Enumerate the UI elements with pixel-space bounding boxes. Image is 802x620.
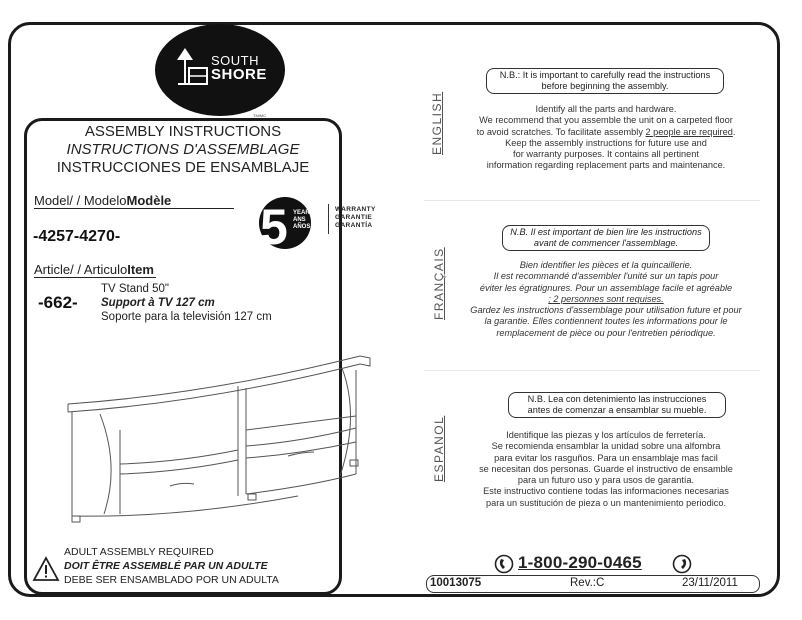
five-year-icon — [257, 196, 317, 250]
document-number: 10013075 — [430, 577, 482, 589]
warranty-years-fr: ANS — [293, 217, 306, 223]
nb-english-line2: before beginning the assembly. — [541, 81, 669, 91]
nb-box-spanish — [508, 392, 726, 418]
model-label — [34, 193, 171, 208]
desc-en: TV Stand 50" — [101, 283, 170, 295]
warranty-es: GARANTÍA — [335, 222, 373, 229]
item-underline — [34, 277, 156, 278]
logo-name-top: SOUTH — [211, 53, 259, 68]
title-fr: INSTRUCTIONS D'ASSEMBLAGE — [66, 141, 300, 158]
lang-label-french: FRANÇAIS — [432, 247, 446, 320]
french-p2: Il est recommandé d'assembler l'unité sur un tapis pour — [493, 271, 719, 282]
revision: Rev.:C — [570, 577, 605, 589]
phone-icon-right — [672, 554, 692, 574]
item-label — [34, 262, 154, 277]
lang-label-english: ENGLISH — [430, 91, 444, 155]
warning-triangle-icon — [32, 556, 60, 582]
nb-spanish-line1: N.B. Lea con detenimiento las instrucciones — [527, 394, 707, 404]
spanish-p5: para un futuro uso y para usos de garantía. — [517, 475, 695, 486]
model-underline — [34, 208, 234, 209]
assembly-titles — [24, 123, 342, 177]
model-label-bold: Modèle — [126, 193, 172, 208]
document-date: 23/11/2011 — [682, 577, 738, 589]
nb-french-line1: N.B. Il est important de bien lire les instructions — [510, 227, 702, 237]
english-p6: information regarding replacement parts and maintenance. — [486, 160, 726, 171]
english-p4: Keep the assembly instructions for future use and — [505, 137, 707, 148]
logo-name-bottom: SHORE — [211, 66, 267, 83]
warranty-years-number: 5 — [260, 199, 288, 250]
phone-row — [494, 553, 694, 575]
french-p6: la garantie. Elles contiennent toutes les informations pour le — [484, 316, 728, 327]
adult-es: DEBE SER ENSAMBLADO POR UN ADULTA — [64, 574, 279, 586]
item-label-plain: Article/ / Articulo — [34, 262, 128, 277]
english-paragraph — [436, 104, 776, 172]
french-p4: ; 2 personnes sont requises. — [548, 293, 664, 304]
english-p3 — [436, 127, 776, 138]
french-p1: Bien identifier les pièces et la quincaillerie. — [519, 260, 693, 270]
section-divider-1 — [424, 200, 760, 201]
spanish-p6: Este instructivo contiene todas las informaciones necesarias — [483, 486, 729, 497]
english-p3b: 2 people are required — [645, 126, 733, 137]
english-p5: for warranty purposes. It contains all pertinent — [513, 149, 699, 160]
nb-box-french — [502, 225, 710, 251]
french-p5: Gardez les instructions d'assemblage pour utilisation future et pour — [470, 305, 742, 316]
warranty-years-en: YEARS — [293, 210, 314, 216]
english-p3c: . — [732, 126, 736, 137]
warranty-divider — [328, 204, 329, 234]
lamp-dresser-icon — [173, 46, 209, 90]
spanish-p3: para evitar los rasguños. Para un ensamblaje mas facil — [494, 452, 718, 463]
nb-box-english — [486, 68, 724, 94]
desc-fr: Support à TV 127 cm — [101, 297, 215, 309]
adult-fr: DOIT ÊTRE ASSEMBLÉ PAR UN ADULTE — [64, 560, 268, 572]
nb-french-line2: avant de commencer l'assemblage. — [533, 238, 679, 248]
spanish-p1: Identifique las piezas y los artículos de ferretería. — [506, 430, 706, 440]
english-p2: We recommend that you assemble the unit on a carpeted floor — [479, 115, 733, 126]
phone-number[interactable]: 1-800-290-0465 — [518, 553, 642, 572]
item-number: -662- — [38, 293, 78, 312]
trademark: TM/MC — [253, 113, 267, 118]
model-label-plain: Model/ / Modelo — [34, 193, 127, 208]
lang-label-spanish: ESPANOL — [432, 415, 446, 482]
desc-es: Soporte para la televisión 127 cm — [101, 311, 272, 323]
nb-english-line1: N.B.: It is important to carefully read the instructions — [499, 70, 711, 80]
item-description — [101, 282, 272, 324]
french-p3: éviter les égratignures. Pour un assemblage facile et agréable — [479, 282, 733, 293]
spanish-p2: Se recomienda ensamblar la unidad sobre una alfombra — [491, 441, 721, 452]
french-p7: remplacement de pièce ou pour l'entretien périodique. — [496, 327, 716, 338]
spanish-paragraph — [436, 430, 776, 509]
adult-assembly-notice — [64, 545, 279, 587]
nb-spanish-line2: antes de comenzar a ensamblar su mueble. — [527, 405, 707, 415]
warranty-badge — [257, 196, 376, 250]
warranty-en: WARRANTY — [335, 206, 376, 213]
warranty-fr: GARANTIE — [335, 214, 373, 221]
brand-logo — [155, 24, 285, 120]
section-divider-2 — [424, 370, 760, 371]
adult-en: ADULT ASSEMBLY REQUIRED — [64, 546, 214, 558]
title-en: ASSEMBLY INSTRUCTIONS — [84, 123, 282, 140]
model-number: -4257-4270- — [33, 228, 121, 245]
english-p3a: to avoid scratches. To facilitate assembly — [476, 126, 646, 137]
logo-text — [211, 54, 267, 82]
spanish-p7: para un sustitución de pieza o un mantenimiento periodico. — [485, 497, 727, 508]
item-label-bold: Item — [127, 262, 154, 277]
warranty-years-es: AÑOS — [293, 224, 311, 230]
phone-icon-left — [494, 554, 514, 574]
french-paragraph — [436, 260, 776, 339]
tv-stand-illustration — [60, 346, 380, 526]
warranty-words — [335, 206, 376, 230]
english-p1: Identify all the parts and hardware. — [535, 104, 677, 114]
title-es: INSTRUCCIONES DE ENSAMBLAJE — [56, 159, 310, 176]
spanish-p4: se necesitan dos personas. Guarde el instructivo de ensamble — [479, 463, 733, 474]
